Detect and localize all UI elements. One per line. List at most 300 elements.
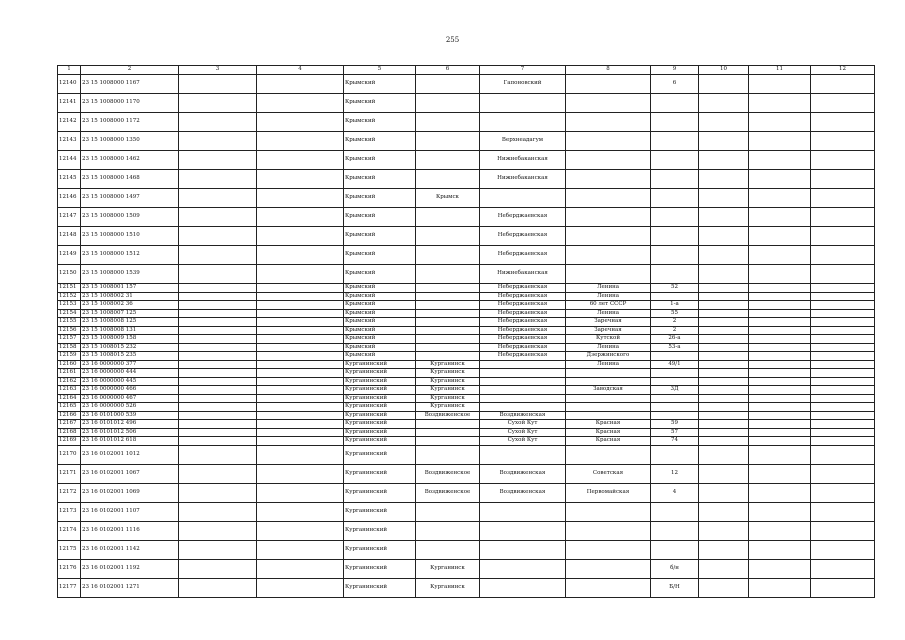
street-cell (566, 502, 651, 521)
col-4-cell (257, 386, 344, 395)
district-cell: Крымский (344, 151, 416, 170)
cadastral-number-cell: 23 15 1008007 125 (81, 309, 179, 318)
col-11-cell (749, 265, 811, 284)
col-3-cell (179, 377, 257, 386)
col-12-cell (811, 369, 875, 378)
house-number-cell (651, 540, 699, 559)
district-cell: Курганинский (344, 559, 416, 578)
col-11-cell (749, 352, 811, 361)
cadastral-number-cell: 23 16 0000000 377 (81, 360, 179, 369)
table-row (58, 343, 875, 352)
district-cell: Крымский (344, 301, 416, 310)
col-3-cell (179, 483, 257, 502)
col-11-cell (749, 94, 811, 113)
row-number-cell: 12157 (58, 335, 81, 344)
street-cell (566, 132, 651, 151)
locality-cell: Сухой Кут (480, 437, 566, 446)
house-number-cell: 52 (651, 284, 699, 293)
row-number-cell: 12152 (58, 292, 81, 301)
col-12-cell (811, 301, 875, 310)
settlement-cell (416, 445, 480, 464)
settlement-cell (416, 301, 480, 310)
col-3-cell (179, 502, 257, 521)
col-10-cell (699, 445, 749, 464)
column-number: 10 (699, 66, 749, 75)
col-4-cell (257, 326, 344, 335)
table-row (58, 189, 875, 208)
col-12-cell (811, 284, 875, 293)
street-cell (566, 75, 651, 94)
locality-cell (480, 521, 566, 540)
house-number-cell: 2 (651, 318, 699, 327)
column-number: 4 (257, 66, 344, 75)
col-3-cell (179, 343, 257, 352)
col-3-cell (179, 559, 257, 578)
table-row (58, 428, 875, 437)
row-number-cell: 12144 (58, 151, 81, 170)
table-row (58, 369, 875, 378)
district-cell: Крымский (344, 113, 416, 132)
row-number-cell: 12156 (58, 326, 81, 335)
cadastral-number-cell: 23 15 1008000 1468 (81, 170, 179, 189)
row-number-cell: 12165 (58, 403, 81, 412)
district-cell: Курганинский (344, 411, 416, 420)
col-12-cell (811, 132, 875, 151)
street-cell (566, 540, 651, 559)
col-4-cell (257, 578, 344, 597)
table-row (58, 394, 875, 403)
column-number: 9 (651, 66, 699, 75)
registry-table (57, 65, 875, 598)
col-11-cell (749, 411, 811, 420)
street-cell: Заречная (566, 318, 651, 327)
cadastral-number-cell: 23 16 0000000 526 (81, 403, 179, 412)
col-3-cell (179, 75, 257, 94)
cadastral-number-cell: 23 15 1008000 1512 (81, 246, 179, 265)
district-cell: Крымский (344, 292, 416, 301)
table-row (58, 170, 875, 189)
col-12-cell (811, 386, 875, 395)
locality-cell: Гапоновский (480, 75, 566, 94)
row-number-cell: 12170 (58, 445, 81, 464)
table-row (58, 246, 875, 265)
col-4-cell (257, 394, 344, 403)
col-10-cell (699, 343, 749, 352)
table-row (58, 445, 875, 464)
street-cell (566, 94, 651, 113)
col-11-cell (749, 540, 811, 559)
col-10-cell (699, 170, 749, 189)
district-cell: Крымский (344, 335, 416, 344)
district-cell: Крымский (344, 284, 416, 293)
locality-cell: Неберджаевская (480, 246, 566, 265)
house-number-cell (651, 445, 699, 464)
col-3-cell (179, 170, 257, 189)
col-10-cell (699, 335, 749, 344)
district-cell: Курганинский (344, 502, 416, 521)
district-cell: Курганинский (344, 386, 416, 395)
col-12-cell (811, 559, 875, 578)
cadastral-number-cell: 23 15 1008000 1172 (81, 113, 179, 132)
col-4-cell (257, 318, 344, 327)
row-number-cell: 12141 (58, 94, 81, 113)
col-11-cell (749, 208, 811, 227)
locality-cell (480, 386, 566, 395)
settlement-cell (416, 540, 480, 559)
col-4-cell (257, 521, 344, 540)
row-number-cell: 12164 (58, 394, 81, 403)
house-number-cell (651, 113, 699, 132)
house-number-cell (651, 369, 699, 378)
house-number-cell: 26-а (651, 335, 699, 344)
table-row (58, 521, 875, 540)
cadastral-number-cell: 23 15 1008002 31 (81, 292, 179, 301)
table-row (58, 284, 875, 293)
cadastral-number-cell: 23 16 0102001 1012 (81, 445, 179, 464)
col-11-cell (749, 170, 811, 189)
table-row (58, 151, 875, 170)
col-4-cell (257, 343, 344, 352)
col-4-cell (257, 113, 344, 132)
col-4-cell (257, 227, 344, 246)
settlement-cell (416, 292, 480, 301)
col-10-cell (699, 208, 749, 227)
col-4-cell (257, 151, 344, 170)
street-cell (566, 151, 651, 170)
house-number-cell (651, 189, 699, 208)
col-4-cell (257, 483, 344, 502)
col-11-cell (749, 318, 811, 327)
settlement-cell: Курганинск (416, 559, 480, 578)
street-cell: Красная (566, 428, 651, 437)
row-number-cell: 12143 (58, 132, 81, 151)
row-number-cell: 12177 (58, 578, 81, 597)
col-4-cell (257, 265, 344, 284)
column-number: 11 (749, 66, 811, 75)
col-11-cell (749, 113, 811, 132)
col-10-cell (699, 502, 749, 521)
cadastral-number-cell: 23 15 1008000 1167 (81, 75, 179, 94)
locality-cell: Нижнебаканская (480, 265, 566, 284)
col-4-cell (257, 502, 344, 521)
col-10-cell (699, 437, 749, 446)
table-row (58, 227, 875, 246)
col-12-cell (811, 227, 875, 246)
settlement-cell (416, 318, 480, 327)
col-4-cell (257, 208, 344, 227)
col-11-cell (749, 521, 811, 540)
col-12-cell (811, 360, 875, 369)
col-11-cell (749, 292, 811, 301)
col-10-cell (699, 94, 749, 113)
locality-cell (480, 94, 566, 113)
settlement-cell (416, 113, 480, 132)
locality-cell: Воздвиженская (480, 483, 566, 502)
col-3-cell (179, 464, 257, 483)
cadastral-number-cell: 23 16 0101012 506 (81, 428, 179, 437)
col-3-cell (179, 326, 257, 335)
locality-cell: Нижнебаканская (480, 170, 566, 189)
district-cell: Курганинский (344, 394, 416, 403)
locality-cell (480, 559, 566, 578)
locality-cell: Неберджаевская (480, 309, 566, 318)
row-number-cell: 12153 (58, 301, 81, 310)
table-row (58, 386, 875, 395)
row-number-cell: 12173 (58, 502, 81, 521)
col-12-cell (811, 377, 875, 386)
row-number-cell: 12155 (58, 318, 81, 327)
col-4-cell (257, 360, 344, 369)
street-cell: Советская (566, 464, 651, 483)
cadastral-number-cell: 23 16 0102001 1192 (81, 559, 179, 578)
col-4-cell (257, 132, 344, 151)
settlement-cell (416, 246, 480, 265)
row-number-cell: 12149 (58, 246, 81, 265)
district-cell: Крымский (344, 352, 416, 361)
table-row (58, 301, 875, 310)
col-11-cell (749, 75, 811, 94)
col-3-cell (179, 369, 257, 378)
col-12-cell (811, 208, 875, 227)
settlement-cell (416, 208, 480, 227)
district-cell: Курганинский (344, 578, 416, 597)
col-12-cell (811, 437, 875, 446)
locality-cell (480, 403, 566, 412)
col-3-cell (179, 284, 257, 293)
locality-cell (480, 540, 566, 559)
row-number-cell: 12174 (58, 521, 81, 540)
row-number-cell: 12154 (58, 309, 81, 318)
col-11-cell (749, 437, 811, 446)
district-cell: Крымский (344, 246, 416, 265)
col-10-cell (699, 326, 749, 335)
district-cell: Крымский (344, 132, 416, 151)
col-10-cell (699, 578, 749, 597)
street-cell (566, 170, 651, 189)
cadastral-number-cell: 23 15 1008000 1539 (81, 265, 179, 284)
col-11-cell (749, 189, 811, 208)
table-row (58, 377, 875, 386)
house-number-cell: 57 (651, 428, 699, 437)
street-cell: Красная (566, 420, 651, 429)
col-12-cell (811, 113, 875, 132)
col-10-cell (699, 360, 749, 369)
col-10-cell (699, 483, 749, 502)
col-3-cell (179, 151, 257, 170)
col-3-cell (179, 386, 257, 395)
district-cell: Курганинский (344, 445, 416, 464)
col-3-cell (179, 227, 257, 246)
col-3-cell (179, 437, 257, 446)
col-11-cell (749, 301, 811, 310)
col-10-cell (699, 420, 749, 429)
row-number-cell: 12162 (58, 377, 81, 386)
row-number-cell: 12176 (58, 559, 81, 578)
col-3-cell (179, 189, 257, 208)
row-number-cell: 12148 (58, 227, 81, 246)
house-number-cell: Б/Н (651, 578, 699, 597)
house-number-cell: 4 (651, 483, 699, 502)
table-row (58, 559, 875, 578)
table-row (58, 94, 875, 113)
row-number-cell: 12169 (58, 437, 81, 446)
district-cell: Курганинский (344, 377, 416, 386)
cadastral-number-cell: 23 15 1008000 1509 (81, 208, 179, 227)
house-number-cell (651, 352, 699, 361)
street-cell (566, 113, 651, 132)
locality-cell: Неберджаевская (480, 318, 566, 327)
col-11-cell (749, 578, 811, 597)
district-cell: Курганинский (344, 540, 416, 559)
col-12-cell (811, 343, 875, 352)
cadastral-number-cell: 23 15 1008000 1497 (81, 189, 179, 208)
col-11-cell (749, 326, 811, 335)
house-number-cell (651, 208, 699, 227)
district-cell: Курганинский (344, 403, 416, 412)
cadastral-number-cell: 23 16 0102001 1271 (81, 578, 179, 597)
settlement-cell (416, 502, 480, 521)
house-number-cell (651, 502, 699, 521)
col-3-cell (179, 420, 257, 429)
street-cell (566, 246, 651, 265)
locality-cell: Неберджаевская (480, 352, 566, 361)
col-3-cell (179, 208, 257, 227)
settlement-cell (416, 170, 480, 189)
col-11-cell (749, 360, 811, 369)
street-cell (566, 445, 651, 464)
col-3-cell (179, 403, 257, 412)
col-4-cell (257, 335, 344, 344)
house-number-cell (651, 227, 699, 246)
page-number: 255 (445, 36, 460, 44)
house-number-cell: 3Д (651, 386, 699, 395)
col-11-cell (749, 227, 811, 246)
col-11-cell (749, 502, 811, 521)
col-4-cell (257, 284, 344, 293)
house-number-cell (651, 246, 699, 265)
col-3-cell (179, 113, 257, 132)
street-cell: Ленина (566, 309, 651, 318)
district-cell: Крымский (344, 343, 416, 352)
locality-cell: Воздвиженская (480, 464, 566, 483)
col-11-cell (749, 445, 811, 464)
district-cell: Крымский (344, 94, 416, 113)
cadastral-number-cell: 23 15 1008008 125 (81, 318, 179, 327)
col-4-cell (257, 445, 344, 464)
col-4-cell (257, 428, 344, 437)
col-3-cell (179, 578, 257, 597)
table-row (58, 265, 875, 284)
house-number-cell: 6 (651, 75, 699, 94)
col-11-cell (749, 420, 811, 429)
col-12-cell (811, 394, 875, 403)
row-number-cell: 12160 (58, 360, 81, 369)
col-12-cell (811, 445, 875, 464)
col-10-cell (699, 301, 749, 310)
locality-cell: Сухой Кут (480, 420, 566, 429)
street-cell: Первомайская (566, 483, 651, 502)
col-3-cell (179, 94, 257, 113)
settlement-cell: Курганинск (416, 403, 480, 412)
street-cell (566, 521, 651, 540)
col-10-cell (699, 309, 749, 318)
row-number-cell: 12146 (58, 189, 81, 208)
street-cell (566, 403, 651, 412)
street-cell: Кутской (566, 335, 651, 344)
locality-cell: Сухой Кут (480, 428, 566, 437)
col-10-cell (699, 559, 749, 578)
cadastral-number-cell: 23 16 0102001 1069 (81, 483, 179, 502)
house-number-cell: 53-а (651, 343, 699, 352)
table-row (58, 420, 875, 429)
row-number-cell: 12161 (58, 369, 81, 378)
locality-cell: Неберджаевская (480, 301, 566, 310)
locality-cell: Неберджаевская (480, 227, 566, 246)
row-number-cell: 12172 (58, 483, 81, 502)
col-10-cell (699, 386, 749, 395)
col-10-cell (699, 464, 749, 483)
cadastral-number-cell: 23 16 0101000 539 (81, 411, 179, 420)
locality-cell (480, 578, 566, 597)
col-10-cell (699, 75, 749, 94)
col-10-cell (699, 540, 749, 559)
settlement-cell (416, 521, 480, 540)
col-3-cell (179, 246, 257, 265)
cadastral-number-cell: 23 16 0102001 1067 (81, 464, 179, 483)
settlement-cell: Воздвиженское (416, 411, 480, 420)
col-10-cell (699, 113, 749, 132)
cadastral-number-cell: 23 16 0000000 444 (81, 369, 179, 378)
col-3-cell (179, 301, 257, 310)
row-number-cell: 12158 (58, 343, 81, 352)
house-number-cell: 55 (651, 309, 699, 318)
locality-cell: Неберджаевская (480, 335, 566, 344)
column-number: 2 (81, 66, 179, 75)
row-number-cell: 12175 (58, 540, 81, 559)
house-number-cell (651, 394, 699, 403)
col-3-cell (179, 132, 257, 151)
house-number-cell: 12 (651, 464, 699, 483)
street-cell (566, 227, 651, 246)
col-3-cell (179, 411, 257, 420)
col-11-cell (749, 464, 811, 483)
col-12-cell (811, 352, 875, 361)
settlement-cell (416, 132, 480, 151)
col-3-cell (179, 265, 257, 284)
column-number: 8 (566, 66, 651, 75)
street-cell (566, 369, 651, 378)
row-number-cell: 12151 (58, 284, 81, 293)
locality-cell (480, 369, 566, 378)
settlement-cell (416, 284, 480, 293)
col-10-cell (699, 227, 749, 246)
column-number: 5 (344, 66, 416, 75)
house-number-cell: б/н (651, 559, 699, 578)
district-cell: Курганинский (344, 369, 416, 378)
settlement-cell (416, 420, 480, 429)
table-row (58, 352, 875, 361)
col-4-cell (257, 301, 344, 310)
street-cell: Ленина (566, 292, 651, 301)
col-11-cell (749, 483, 811, 502)
table-row (58, 540, 875, 559)
row-number-cell: 12163 (58, 386, 81, 395)
table-row (58, 335, 875, 344)
settlement-cell (416, 343, 480, 352)
col-3-cell (179, 521, 257, 540)
locality-cell (480, 360, 566, 369)
street-cell (566, 265, 651, 284)
